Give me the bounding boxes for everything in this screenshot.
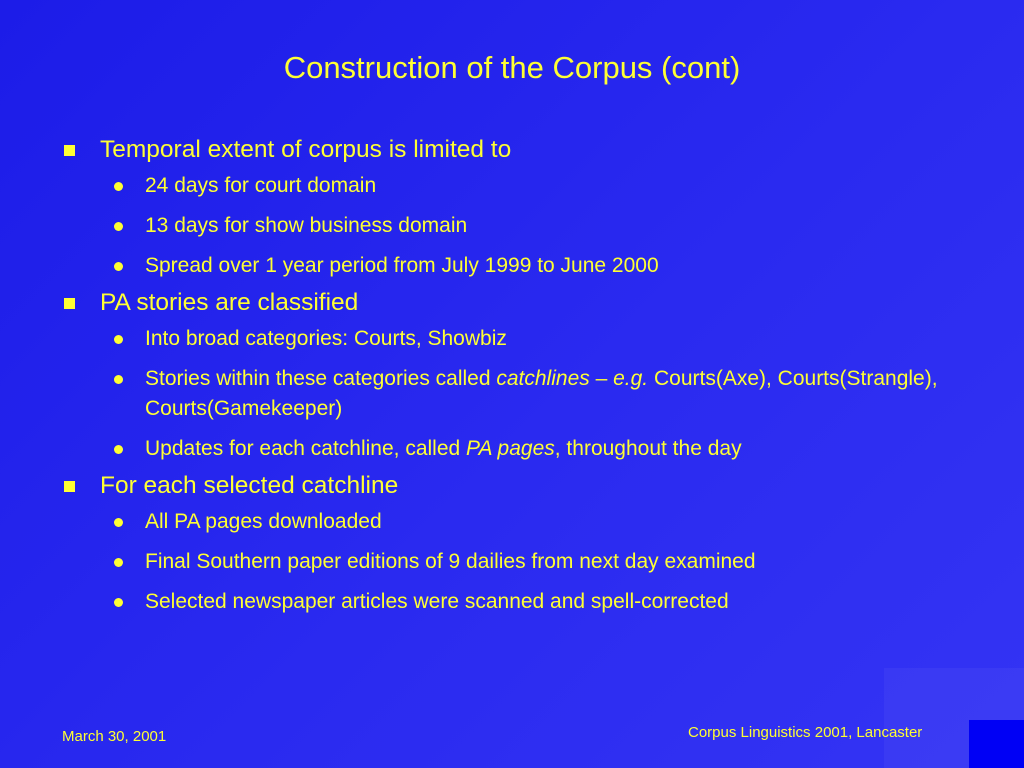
slide-body [60, 134, 950, 617]
square-bullet-icon [64, 145, 75, 156]
sub-bullet [60, 171, 950, 201]
sub-bullet-text [145, 367, 938, 420]
sub-bullet [60, 507, 950, 537]
round-bullet-icon [114, 262, 123, 271]
footer-date: March 30, 2001 [62, 728, 167, 745]
bullet-text: PA stories are classified [100, 289, 359, 316]
text-run: Updates for each catchline, called [145, 437, 467, 460]
sub-bullet-text [145, 437, 742, 460]
eg-term: e.g. [613, 367, 649, 390]
round-bullet-icon [114, 598, 123, 607]
sub-bullet-text: 24 days for court domain [145, 174, 377, 197]
sub-bullet-pa-pages [60, 434, 950, 464]
pa-pages-term: PA pages [466, 437, 555, 460]
sub-bullet-text: All PA pages downloaded [145, 510, 382, 533]
bullet-selected-catchline [60, 470, 950, 502]
round-bullet-icon [114, 445, 123, 454]
square-bullet-icon [64, 298, 75, 309]
sub-bullet-text: Selected newspaper articles were scanned and spell-corrected [145, 590, 729, 613]
bullet-pa-stories [60, 287, 950, 319]
sub-bullet-text: Spread over 1 year period from July 1999 to June 2000 [145, 254, 659, 277]
sub-bullet [60, 587, 950, 617]
round-bullet-icon [114, 375, 123, 384]
sub-bullet-catchlines [60, 364, 950, 424]
bullet-text: Temporal extent of corpus is limited to [100, 136, 512, 163]
text-run: – [589, 367, 614, 390]
round-bullet-icon [114, 222, 123, 231]
sub-bullet [60, 251, 950, 281]
round-bullet-icon [114, 182, 123, 191]
sub-bullet [60, 211, 950, 241]
text-run: Stories within these categories called [145, 367, 497, 390]
round-bullet-icon [114, 558, 123, 567]
sub-bullet-text: Into broad categories: Courts, Showbiz [145, 327, 507, 350]
sub-bullet-text: 13 days for show business domain [145, 214, 468, 237]
sub-bullet [60, 547, 950, 577]
sub-bullet-text: Final Southern paper editions of 9 dailies from next day examined [145, 550, 756, 573]
bullet-text: For each selected catchline [100, 472, 399, 499]
bullet-temporal-extent [60, 134, 950, 166]
square-bullet-icon [64, 481, 75, 492]
text-run: , throughout the day [554, 437, 742, 460]
sub-bullet [60, 324, 950, 354]
footer-event: Corpus Linguistics 2001, Lancaster [688, 724, 923, 741]
catchlines-term: catchlines [496, 367, 590, 390]
corner-block [969, 720, 1024, 768]
round-bullet-icon [114, 335, 123, 344]
slide-title: Construction of the Corpus (cont) [283, 50, 741, 85]
text-run: Courts(Axe), Courts(Strangle), Courts(Gamekeeper) [145, 367, 938, 420]
round-bullet-icon [114, 518, 123, 527]
